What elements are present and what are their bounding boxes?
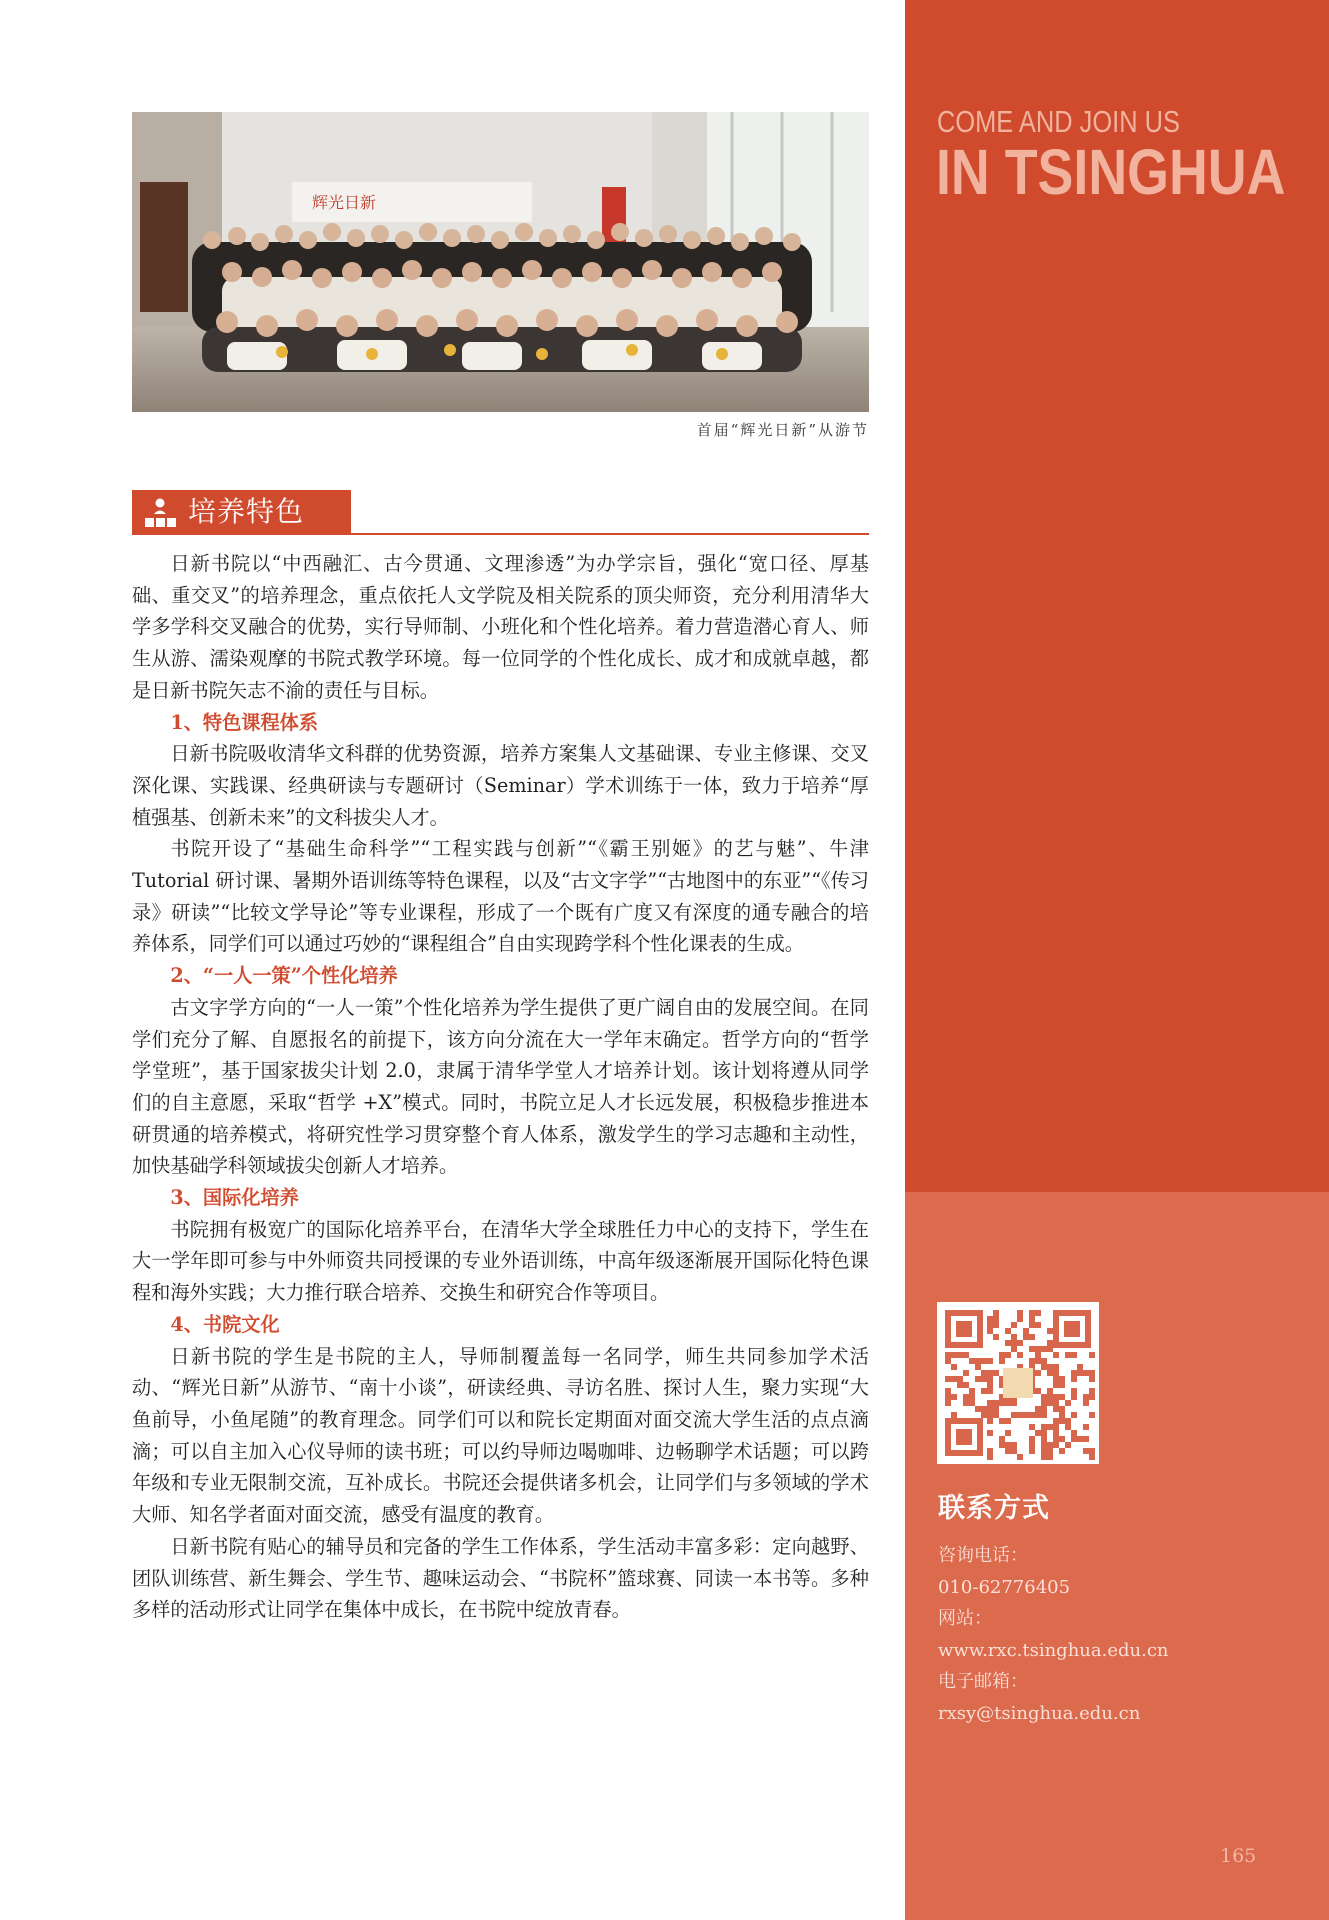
subheading-culture: 4、书院文化 — [170, 1312, 280, 1336]
section-title: 培养特色 — [188, 495, 305, 528]
website-label: 网站： — [938, 1608, 992, 1629]
subheading-courses: 1、特色课程体系 — [170, 710, 319, 734]
culture-paragraph-2: 日新书院有贴心的辅导员和完备的学生工作体系，学生活动丰富多彩：定向越野、团队训练营、新生舞会、学生节、趣味运动会、“书院杯”篮球赛、同读一本书等。多种多样的活动形式让同学在集体中成长，在书院中绽放青春。 — [132, 1534, 869, 1622]
courses-paragraph-2: 书院开设了“基础生命科学”“工程实践与创新”“《霸王别姬》的艺与魅”、牛津 Tutorial 研讨课、暑期外语训练等特色课程，以及“古文字学”“古地图中的东亚”“《传习录》研读”“比较文学导论”等专业课程，形成了一个既有广度又有深度的通专融合的培养体系，同学们可以通过巧妙的“课程组合”自由实现跨学科个性化课表的生成。 — [132, 837, 869, 956]
courses-paragraph-1: 日新书院吸收清华文科群的优势资源，培养方案集人文基础课、专业主修课、交叉深化课、实践课、经典研读与专题研讨（Seminar）学术训练于一体，致力于培养“厚植强基、创新未来”的文科拔尖人才。 — [132, 742, 869, 829]
tagline-line2: IN TSINGHUA — [936, 136, 1286, 208]
email-link[interactable]: rxsy@tsinghua.edu.cn — [938, 1702, 1141, 1724]
email-label: 电子邮箱： — [938, 1671, 1028, 1692]
qr-code — [937, 1302, 1099, 1464]
subheading-personalized: 2、“一人一策”个性化培养 — [170, 964, 398, 988]
people-icon — [140, 490, 180, 534]
tagline-line1: COME AND JOIN US — [937, 104, 1180, 139]
phone-value: 010-62776405 — [938, 1576, 1071, 1598]
intro-paragraph: 日新书院以“中西融汇、古今贯通、文理渗透”为办学宗旨，强化“宽口径、厚基础、重交叉”的培养理念，重点依托人文学院及相关院系的顶尖师资，充分利用清华大学多学科交叉融合的优势，实行导师制、小班化和个性化培养。着力营造潜心育人、师生从游、濡染观摩的书院式教学环境。每一位同学的个性化成长、成才和成就卓越，都是日新书院矢志不渝的责任与目标。 — [132, 552, 869, 702]
contact-info — [938, 1540, 1318, 1729]
website-link[interactable]: www.rxc.tsinghua.edu.cn — [938, 1639, 1169, 1661]
group-photo — [132, 112, 869, 412]
photo-caption: 首届“辉光日新”从游节 — [696, 421, 869, 439]
phone-label: 咨询电话： — [938, 1545, 1028, 1566]
contact-title: 联系方式 — [938, 1493, 1050, 1524]
banner-text: 辉光日新 — [312, 193, 377, 212]
page-number: 165 — [1220, 1845, 1257, 1867]
international-paragraph: 书院拥有极宽广的国际化培养平台，在清华大学全球胜任力中心的支持下，学生在大一学年即可参与中外师资共同授课的专业外语训练，中高年级逐渐展开国际化特色课程和海外实践；大力推行联合培养、交换生和研究合作等项目。 — [132, 1217, 869, 1305]
subheading-international: 3、国际化培养 — [170, 1186, 299, 1210]
culture-paragraph-1: 日新书院的学生是书院的主人，导师制覆盖每一名同学，师生共同参加学术活动、“辉光日新”从游节、“南十小谈”，研读经典、寻访名胜、探讨人生，聚力实现“大鱼前导，小鱼尾随”的教育理念。同学们可以和院长定期面对面交流大学生活的点点滴滴；可以自主加入心仪导师的读书班；可以约导师边喝咖啡、边畅聊学术话题；可以跨年级和专业无限制交流，互补成长。书院还会提供诸多机会，让同学们与多领域的学术大师、知名学者面对面交流，感受有温度的教育。 — [132, 1344, 869, 1527]
personalized-paragraph: 古文字学方向的“一人一策”个性化培养为学生提供了更广阔自由的发展空间。在同学们充分了解、自愿报名的前提下，该方向分流在大一学年末确定。哲学方向的“哲学学堂班”，基于国家拔尖计划 2.0，隶属于清华学堂人才培养计划。该计划将遵从同学们的自主意愿，采取“哲学 +X”模式。同时，书院立足人才长远发展，积极稳步推进本研贯通的培养模式，将研究性学习贯穿整个育人体系，激发学生的学习志趣和主动性，加快基础学科领域拔尖创新人才培养。 — [132, 995, 869, 1178]
article-body — [132, 548, 869, 1626]
section-divider — [132, 533, 869, 535]
